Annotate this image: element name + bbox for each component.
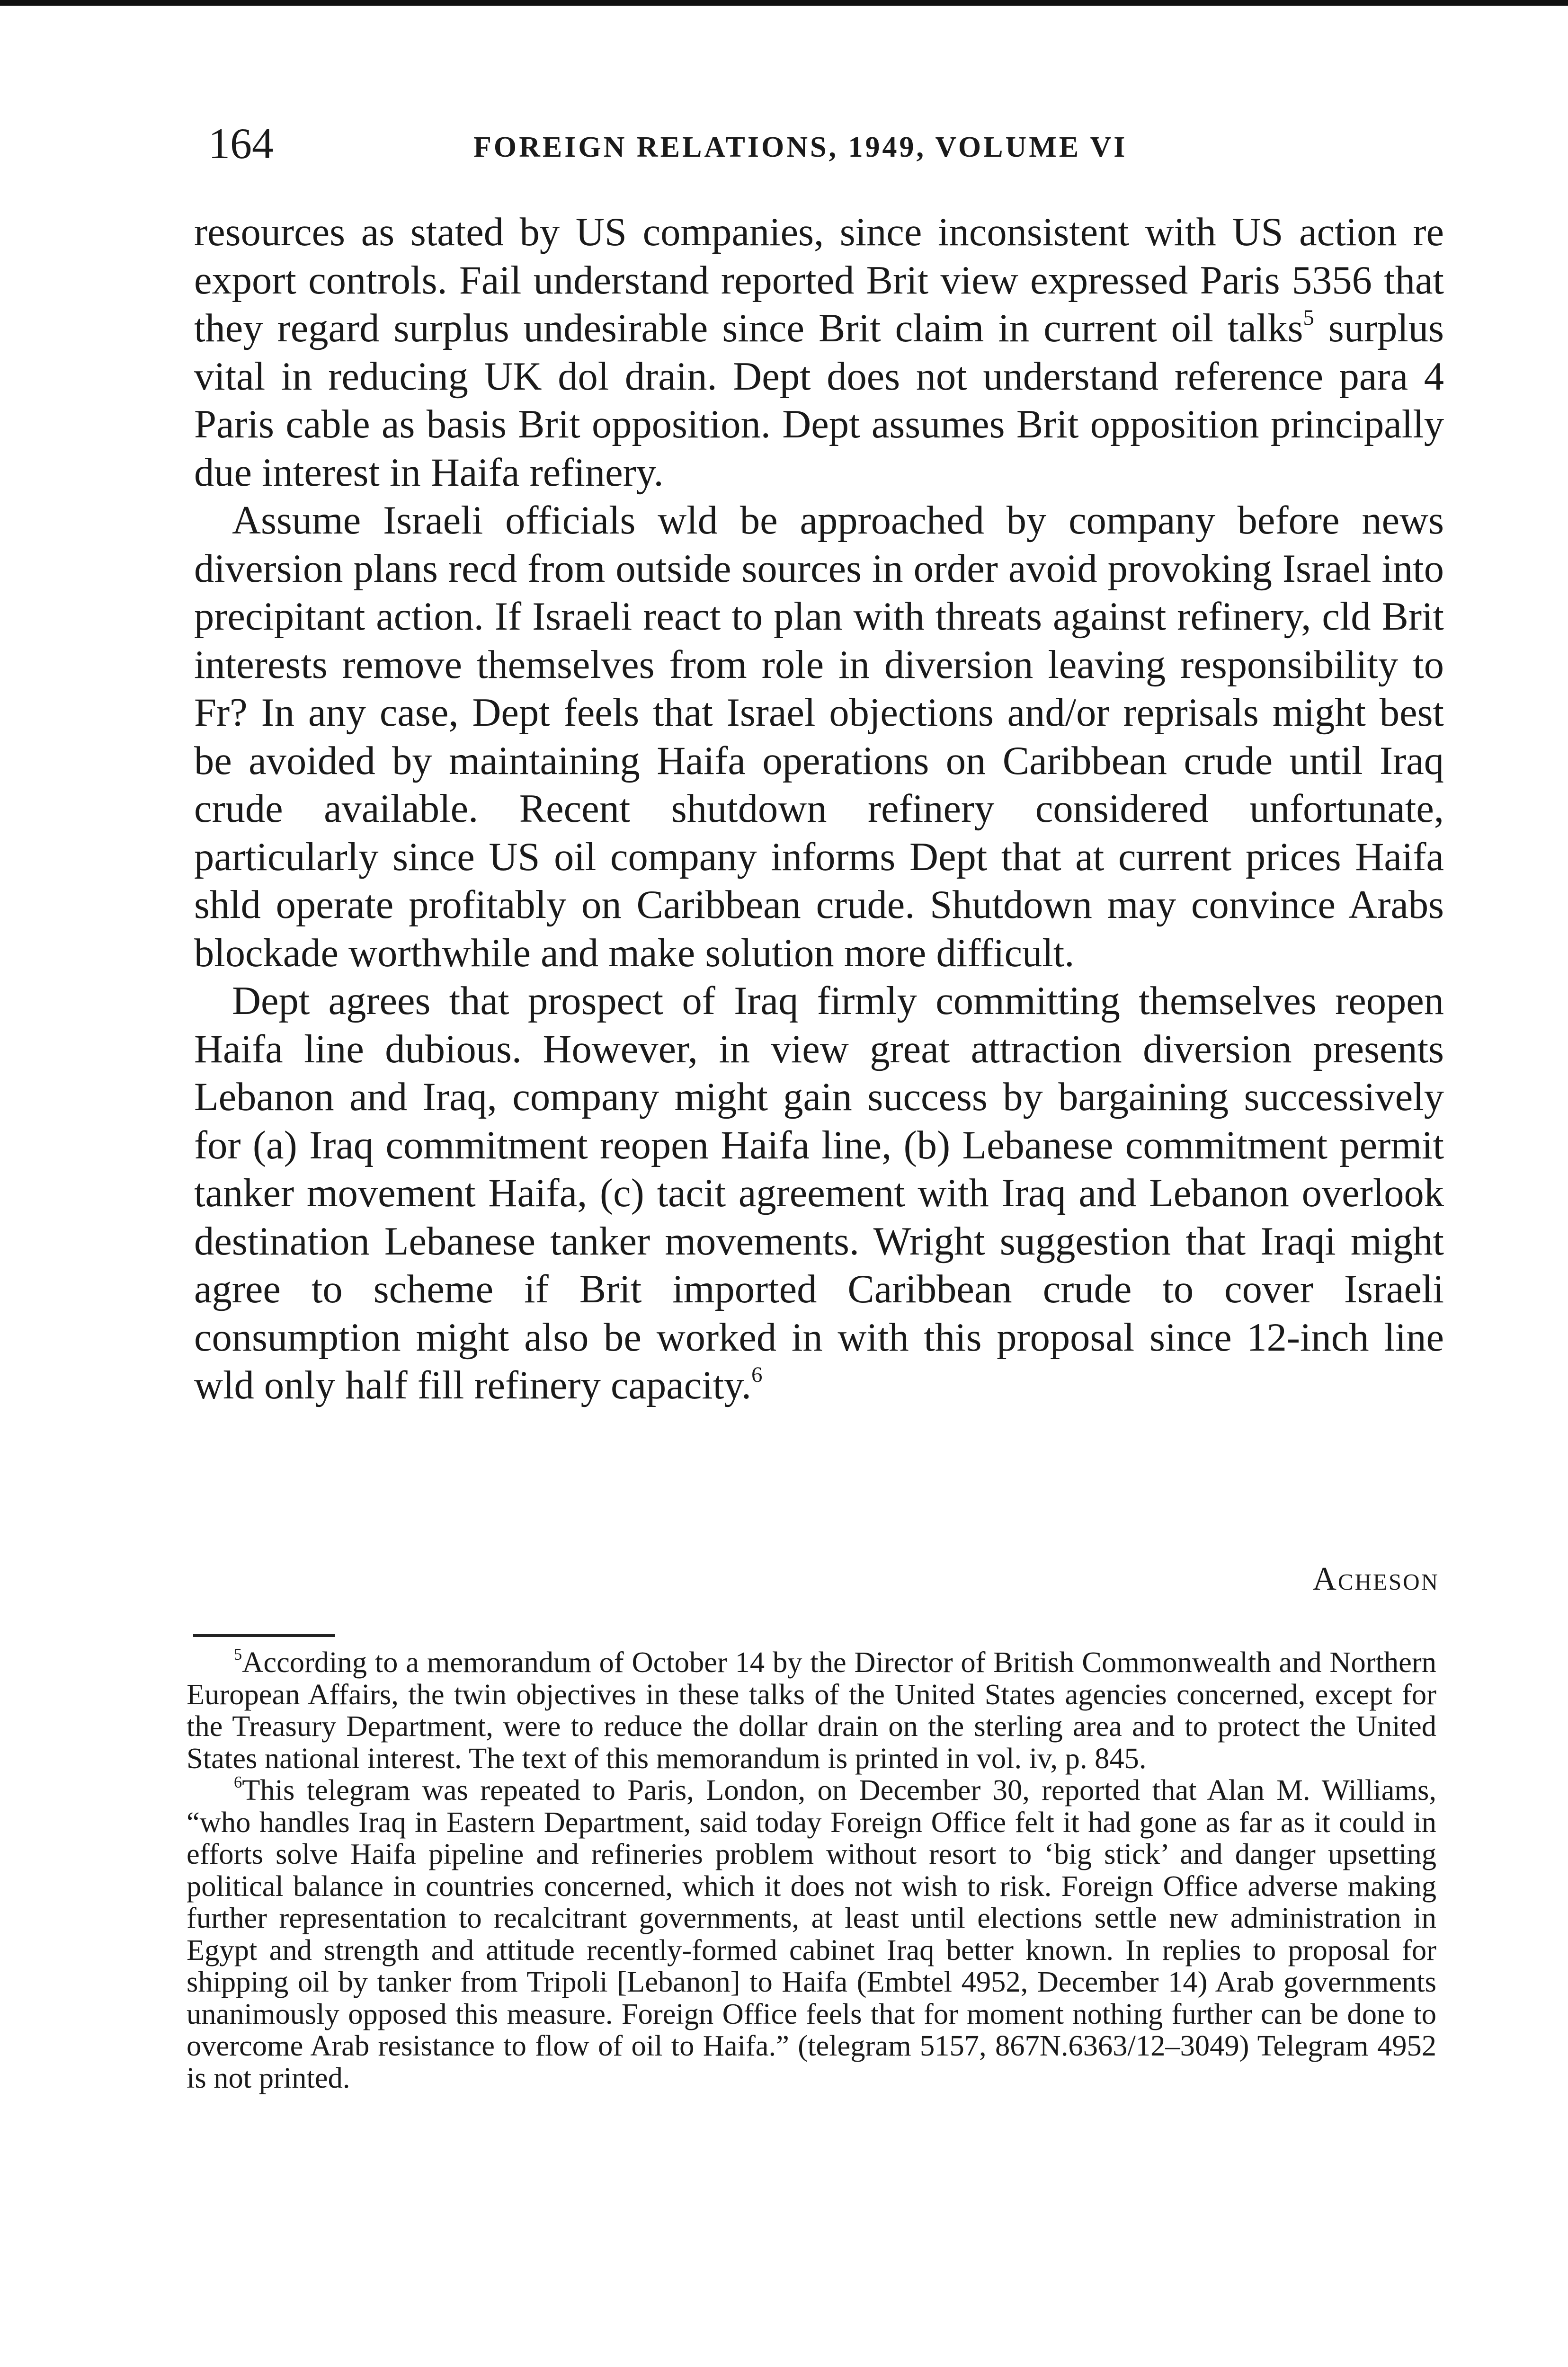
running-head-title: FOREIGN RELATIONS, 1949, VOLUME VI [473,131,1128,163]
footnote-6-text: This telegram was repeated to Paris, London, on December 30, reported that Alan M. Williams, “who handles Iraq in Eastern Department, said today Foreign Office felt it had gone as far as it could in efforts solve Haifa pipeline and refineries problem without resort to ‘big stick’ and danger upsetting political balance in countries concerned, which it does not wish to risk. Foreign Office adverse making further representation to recalcitrant governments, at least until elections settle new administration in Egypt and strength and attitude recently-formed cabinet Iraq better known. In replies to proposal for shipping oil by tanker from Tripoli [Lebanon] to Haifa (Embtel 4952, December 14) Arab governments unanimously opposed this measure. Foreign Office feels that for moment nothing further can be done to overcome Arab resistance to flow of oil to Haifa.” (telegram 5157, 867N.6363/12–3049) Telegram 4952 is not printed. [187,1773,1436,2094]
body-paragraph-1-part-2: surplus vital in reducing UK dol drain. Dept does not understand reference para 4 Paris cable as basis Brit opposition. Dept assumes Brit opposition principally due interest in Haifa refinery. [194,306,1444,495]
page-number: 164 [208,119,274,168]
footnote-6 [187,1774,1436,2094]
signature: Acheson [1312,1561,1439,1597]
body-paragraph-3-text: Dept agrees that prospect of Iraq firmly committing themselves reopen Haifa line dubious. However, in view great attraction diversion presents Lebanon and Iraq, company might gain success by bargaining successively for (a) Iraq commitment reopen Haifa line, (b) Lebanese commitment permit tanker movement Haifa, (c) tacit agreement with Iraq and Lebanon overlook destination Lebanese tanker movements. Wright suggestion that Iraqi might agree to scheme if Brit imported Caribbean crude to cover Israeli consumption might also be worked in with this proposal since 12-inch line wld only half fill refinery capacity. [194,979,1444,1407]
footnote-ref-6: 6 [751,1363,763,1388]
footnotes [187,1646,1436,2094]
footnote-marker-5: 5 [234,1646,242,1664]
body-paragraph-1-part-1: resources as stated by US companies, since inconsistent with US action re export controls. Fail understand reported Brit view expressed Paris 5356 that they regard surplus undesirable since Brit claim in current oil talks [194,210,1444,350]
telegram-body [194,208,1444,1410]
body-paragraph-2: Assume Israeli officials wld be approached by company before news diversion plans recd from outside sources in order avoid provoking Israel into precipitant action. If Israeli react to plan with threats against refinery, cld Brit interests remove themselves from role in diversion leaving responsibility to Fr? In any case, Dept feels that Israel objections and/or reprisals might best be avoided by maintaining Haifa operations on Caribbean crude until Iraq crude available. Recent shutdown refinery considered unfortunate, particularly since US oil company informs Dept that at current prices Haifa shld operate profitably on Caribbean crude. Shutdown may convince Arabs blockade worthwhile and make solution more difficult. [194,498,1444,975]
footnote-marker-6: 6 [234,1773,242,1792]
footnote-ref-5: 5 [1303,306,1314,330]
body-paragraph-1 [194,208,1444,497]
footnote-5-text: According to a memorandum of October 14 by the Director of British Commonwealth and Northern European Affairs, the twin objectives in these talks of the United States agencies concerned, except for the Treasury Department, were to reduce the dollar drain on the sterling area and to protect the United States national interest. The text of this memorandum is printed in vol. iv, p. 845. [187,1646,1436,1775]
footnote-5 [187,1646,1436,1774]
running-head [208,117,1439,169]
body-paragraph-3 [194,977,1444,1410]
footnote-divider [193,1634,335,1637]
